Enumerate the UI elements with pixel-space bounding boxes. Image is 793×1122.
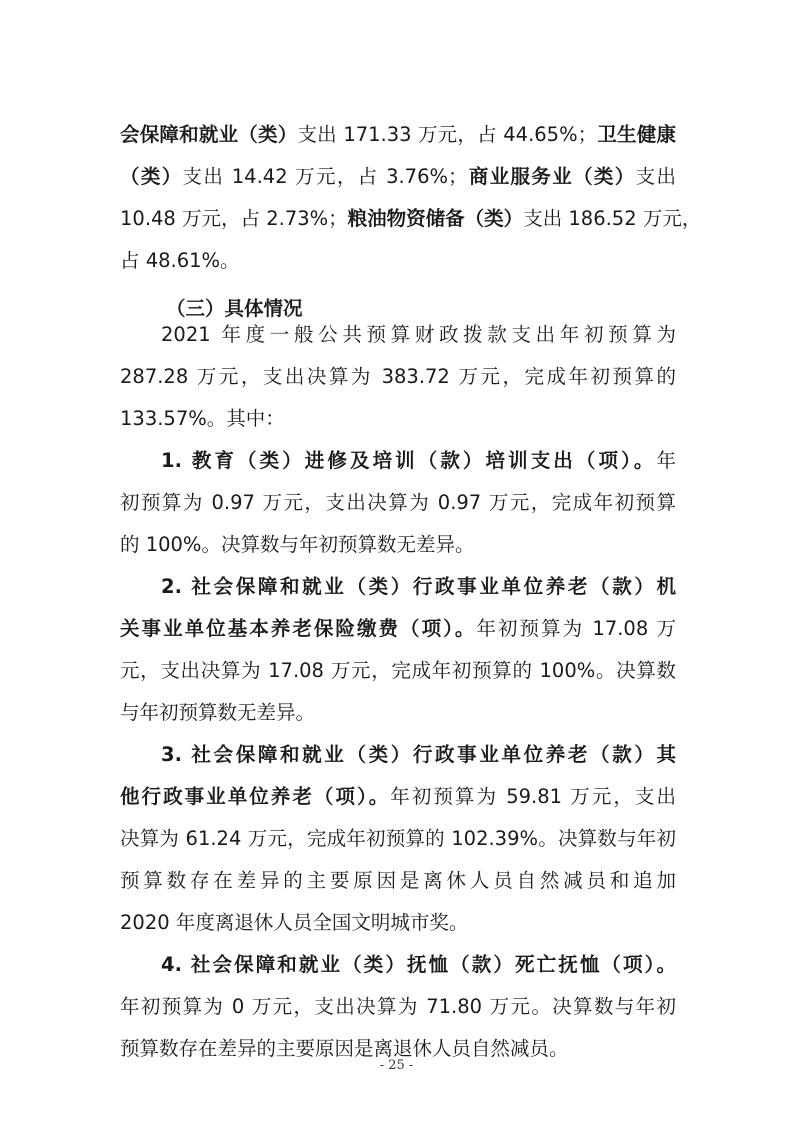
text-run: 决算为 61.24 万元，完成年初预算的 102.39%。决算数与年初 [120,827,676,850]
paragraph-line [120,202,702,236]
paragraph-line [120,528,676,562]
paragraph-line [161,570,676,604]
text-run: 年初预算为 0 万元，支出决算为 71.80 万元。决算数与年初 [120,995,676,1018]
bold-text-run: 会保障和就业（类） [120,123,298,146]
paragraph-line [120,402,676,436]
bold-text-run: 2. 社会保障和就业（类）行政事业单位养老（款）机 [161,575,676,598]
paragraph-line [161,948,676,982]
text-run: 年 [656,449,676,472]
text-run: 10.48 万元，占 2.73%； [120,207,348,230]
paragraph-line [120,864,676,898]
bold-text-run: 他行政事业单位养老（项）。 [120,785,391,808]
text-run: 支出 171.33 万元，占 44.65%； [297,123,598,146]
text-run: 的 100%。决算数与年初预算数无差异。 [120,533,475,556]
bold-text-run: （三）具体情况 [166,297,303,320]
bold-text-run: 粮油物资储备（类） [347,207,524,230]
text-run: 支出 14.42 万元，占 3.76%； [182,165,468,188]
text-run: 与年初预算数无差异。 [120,701,316,724]
page-number: - 25 - [379,1058,414,1073]
text-run: 初预算为 0.97 万元，支出决算为 0.97 万元，完成年初预算 [120,491,676,514]
text-run: 预算数存在差异的主要原因是离休人员自然减员和追加 [120,869,676,892]
paragraph-line [120,612,676,646]
text-run: 2020 年度离退休人员全国文明城市奖。 [120,911,469,934]
paragraph-line [120,822,676,856]
text-run: 133.57%。其中： [120,407,285,430]
paragraph-line [120,244,676,278]
text-run: 元，支出决算为 17.08 万元，完成年初预算的 100%。决算数 [120,659,676,682]
text-run: 支出 [635,165,676,188]
paragraph-line [120,360,676,394]
paragraph-line [120,486,676,520]
paragraph-line [161,318,676,352]
bold-text-run: 4. 社会保障和就业（类）抚恤（款）死亡抚恤（项）。 [161,953,676,976]
text-run: 287.28 万元，支出决算为 383.72 万元，完成年初预算的 [120,365,676,388]
text-run: 占 48.61%。 [120,249,240,272]
text-run: 年初预算为 59.81 万元，支出 [390,785,676,808]
bold-text-run: 3. 社会保障和就业（类）行政事业单位养老（款）其 [161,743,676,766]
paragraph-line [120,118,676,152]
paragraph-line [120,906,676,940]
bold-text-run: 商业服务业（类） [467,165,636,188]
bold-text-run: 卫生健康 [597,123,676,146]
paragraph-line [120,696,676,730]
text-run: 年初预算为 17.08 万 [476,617,676,640]
paragraph-line [161,738,676,772]
bold-text-run: 关事业单位基本养老保险缴费（项）。 [120,617,477,640]
paragraph-line [120,654,676,688]
paragraph-line [120,780,676,814]
text-run: 支出 186.52 万元， [523,207,702,230]
bold-text-run: （类） [120,165,183,188]
text-run: 预算数存在差异的主要原因是离退休人员自然减员。 [120,1037,569,1060]
bold-text-run: 1. 教育（类）进修及培训（款）培训支出（项）。 [161,449,657,472]
text-run: 2021 年度一般公共预算财政拨款支出年初预算为 [161,323,676,346]
paragraph-line [120,990,676,1024]
paragraph-line [120,160,676,194]
paragraph-line [161,444,676,478]
